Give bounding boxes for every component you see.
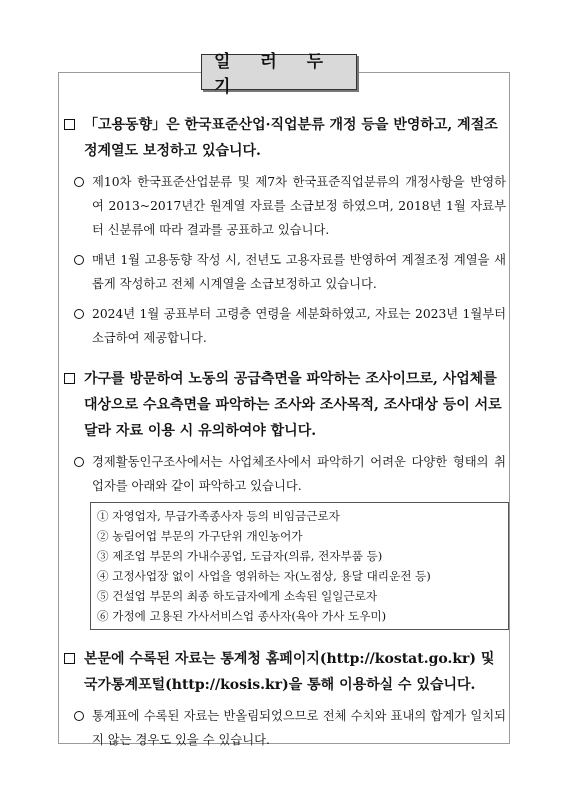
title-box <box>201 52 357 97</box>
section-heading: 가구를 방문하여 노동의 공급측면을 파악하는 조사이므로, 사업체를 대상으로 수요측면을 파악하는 조사와 조사목적, 조사대상 등이 서로 달라 자료 이용 시 유의하여야 합니다. <box>62 366 506 444</box>
list-item: 매년 1월 고용동향 작성 시, 전년도 고용자료를 반영하여 계절조정 계열을 새롭게 작성하고 전체 시계열을 소급보정하고 있습니다. <box>62 248 506 296</box>
square-bullet-icon <box>64 119 75 130</box>
worker-type-item: ① 자영업자, 무급가족종사자 등의 비임금근로자 <box>97 509 340 523</box>
circle-bullet-icon <box>74 177 84 187</box>
circle-bullet-icon <box>74 711 84 721</box>
circle-bullet-icon <box>74 309 84 319</box>
worker-type-item: ③ 제조업 부문의 가내수공업, 도급자(의류, 전자부품 등) <box>97 549 383 563</box>
list-item: 2024년 1월 공표부터 고령층 연령을 세분화하였고, 자료는 2023년 1월부터 소급하여 제공합니다. <box>62 302 506 350</box>
circle-bullet-icon <box>74 255 84 265</box>
square-bullet-icon <box>64 373 75 384</box>
page-title: 일 러 두 기 <box>214 52 336 97</box>
worker-type-item: ⑥ 가정에 고용된 가사서비스업 종사자(육아 가사 도우미) <box>97 609 387 623</box>
square-bullet-icon <box>64 653 75 664</box>
section-heading: 본문에 수록된 자료는 통계청 홈페이지(http://kostat.go.kr) 및 국가통계포털(http://kosis.kr)을 통해 이용하실 수 있습니다. <box>62 646 506 698</box>
list-item: 경제활동인구조사에서는 사업체조사에서 파악하기 어려운 다양한 형태의 취업자를 아래와 같이 파악하고 있습니다. <box>62 450 506 498</box>
section-heading: 「고용동향」은 한국표준산업·직업분류 개정 등을 반영하고, 계절조정계열도 보정하고 있습니다. <box>62 112 506 164</box>
section-2 <box>62 366 506 630</box>
section-3 <box>62 646 506 752</box>
list-item: 통계표에 수록된 자료는 반올림되었으므로 전체 수치와 표내의 합계가 일치되지 않는 경우도 있을 수 있습니다. <box>62 704 506 752</box>
worker-types-box <box>90 502 509 630</box>
worker-type-item: ④ 고정사업장 없이 사업을 영위하는 자(노점상, 용달 대리운전 등) <box>97 569 431 583</box>
circle-bullet-icon <box>74 457 84 467</box>
worker-type-item: ② 농림어업 부문의 가구단위 개인농어가 <box>97 529 303 543</box>
content <box>62 112 506 768</box>
section-1 <box>62 112 506 350</box>
list-item: 제10차 한국표준산업분류 및 제7차 한국표준직업분류의 개정사항을 반영하여 2013~2017년간 원계열 자료를 소급보정 하였으며, 2018년 1월 자료부터 신분류에 따라 결과를 공표하고 있습니다. <box>62 170 506 242</box>
worker-type-item: ⑤ 건설업 부문의 최종 하도급자에게 소속된 일일근로자 <box>97 589 378 603</box>
